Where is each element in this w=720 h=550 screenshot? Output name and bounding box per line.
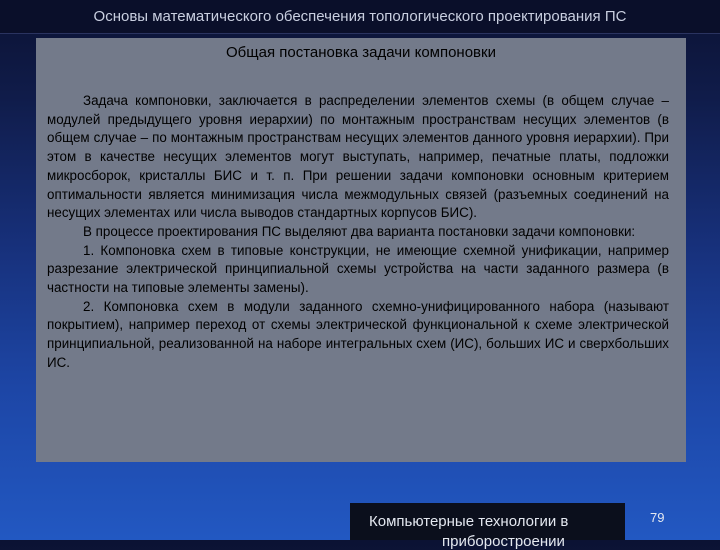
paragraph-task-definition: Задача компоновки, заключается в распределении элементов схемы (в общем случае – модулей предыдущего уровня иерархии) по монтажным пространствам несущих элементов (в общем случае – по монтажным пространствам несущих элементов данного уровня иерархии). При этом в качестве несущих элементов могут выступать, например, печатные платы, подложки микросборок, кристаллы БИС и т. п. При решении задачи компоновки основным критерием оптимальности является минимизация числа межмодульных связей (разъемных соединений на несущих элементах или числа выводов стандартных корпусов БИС). bbox=[47, 93, 669, 221]
footer-course-name: Компьютерные технологии в bbox=[369, 513, 569, 530]
footer-course-name-continued: приборостроении bbox=[442, 533, 565, 550]
slide-content-panel bbox=[36, 38, 686, 462]
slide-body bbox=[47, 92, 669, 373]
paragraph-variants-intro: В процессе проектирования ПС выделяют два варианта постановки задачи компоновки: bbox=[83, 223, 636, 239]
slide-title: Общая постановка задачи компоновки bbox=[226, 44, 496, 61]
page-number: 79 bbox=[650, 510, 665, 525]
paragraph-variant-2: 2. Компоновка схем в модули заданного схемно-унифицированного набора (называют покрытием), например переход от схемы электрической функциональной к схеме электрической принципиальной, реализованной на наборе интегральных схем (ИС), больших ИС и сверхбольших ИС. bbox=[47, 298, 669, 370]
presentation-header bbox=[0, 0, 720, 34]
footer-label bbox=[350, 503, 625, 550]
header-title: Основы математического обеспечения топологического проектирования ПС bbox=[93, 8, 627, 25]
paragraph-variant-1: 1. Компоновка схем в типовые конструкции, не имеющие схемной унификации, например разрезание электрической принципиальной схемы устройства на части заданного размера (в частности на типовые элементы замены). bbox=[47, 242, 669, 296]
